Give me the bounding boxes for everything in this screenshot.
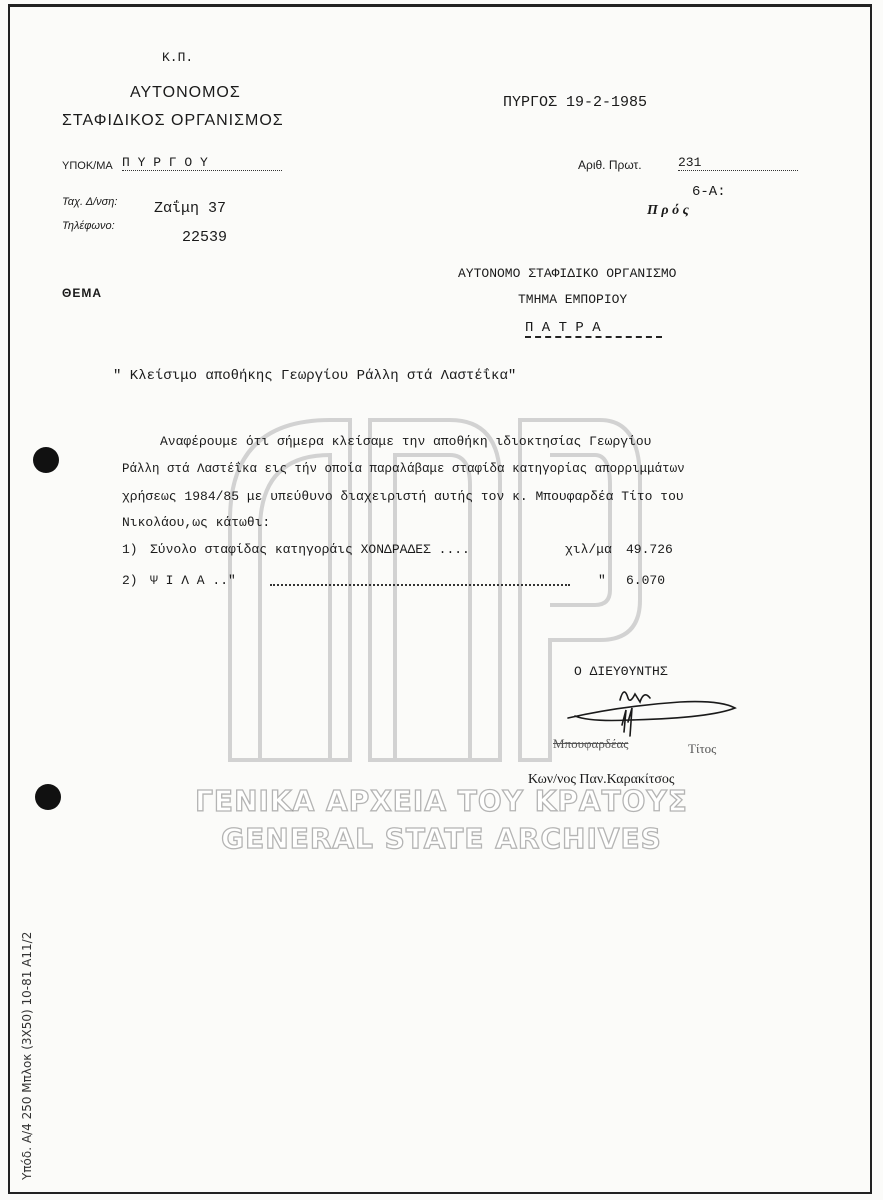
punch-hole-top [33,447,59,473]
item-2-leader-dots [270,584,570,586]
body-line3: χρήσεως 1984/85 με υπεύθυνο διαχειριστή αυτής τον κ. Μπουφαρδέα Τίτο του [122,489,684,504]
org-name-line2: ΣΤΑΦΙΔΙΚΟΣ ΟΡΓΑΝΙΣΜΟΣ [62,112,284,129]
item-2-value: 6.070 [626,573,666,588]
print-note-vertical: Υπόδ. Α/4 250 Μπλοκ (3Χ50) 10-81 Α11/2 [20,931,34,1180]
org-name-line1: ΑΥΤΟΝΟΜΟΣ [130,84,241,101]
archive-watermark-english: GENERAL STATE ARCHIVES [221,822,662,855]
address-label: Ταχ. Δ/νση: [62,196,118,208]
item-1-value: 49.726 [626,542,673,557]
branch-value: Π Υ Ρ Γ Ο Υ [122,155,282,171]
recipient-line3: Π Α Τ Ρ Α [525,320,662,338]
recipient-line2: ΤΜΗΜΑ ΕΜΠΟΡΙΟΥ [518,292,628,307]
punch-hole-bottom [35,784,61,810]
body-line1: Αναφέρουμε ότι σήμερα κλείσαμε την αποθήκη ιδιοκτησίας Γεωργίου [160,434,652,449]
item-1-desc: Σύνολο σταφίδας κατηγοράις ΧΟΝΔΡΑΔΕΣ .... [150,542,470,557]
branch-label: ΥΠΟΚ/ΜΑ [62,160,113,172]
signatory-name: Κων/νος Παν.Καρακίτσος [528,772,675,787]
subject-text: " Κλείσιμο αποθήκης Γεωργίου Ράλλη στά Λαστέΐκα" [113,368,517,384]
subject-label: ΘΕΜΑ [62,286,102,300]
to-label: Π ρ ό ς [647,203,689,218]
recipient-line1: ΑΥΤΟΝΟΜΟ ΣΤΑΦΙΔΙΚΟ ΟΡΓΑΝΙΣΜΟ [458,266,677,281]
item-2-num: 2) [122,573,138,588]
kp-mark: Κ.Π. [162,50,194,65]
protocol-suffix: 6-Α: [692,184,726,200]
phone-value: 22539 [182,229,228,246]
phone-label: Τηλέφωνο: [62,220,115,232]
body-line4: Νικολάου,ως κάτωθι: [122,515,271,530]
place-date: ΠΥΡΓΟΣ 19-2-1985 [503,94,648,111]
item-2-desc: Ψ Ι Λ Α .." [150,573,236,588]
item-2-unit: " [598,573,606,588]
archive-watermark-greek: ΓΕΝΙΚΑ ΑΡΧΕΙΑ ΤΟΥ ΚΡΑΤΟΥΣ [195,785,688,818]
protocol-label: Αριθ. Πρωτ. [578,158,642,172]
protocol-value: 231 [678,155,798,171]
struck-firstname: Τίτος [688,741,717,756]
item-1-num: 1) [122,542,138,557]
body-line2: Ράλλη στά Λαστέΐκα εις τήν οποία παραλάβαμε σταφίδα κατηγορίας απορριμμάτων [122,462,685,476]
struck-surname: Μπουφαρδέας [553,736,629,751]
item-1-unit: χιλ/μα [565,542,612,557]
director-title: Ο ΔΙΕΥΘΥΝΤΗΣ [574,664,668,679]
address-value: Ζαΐμη 37 [154,200,227,217]
